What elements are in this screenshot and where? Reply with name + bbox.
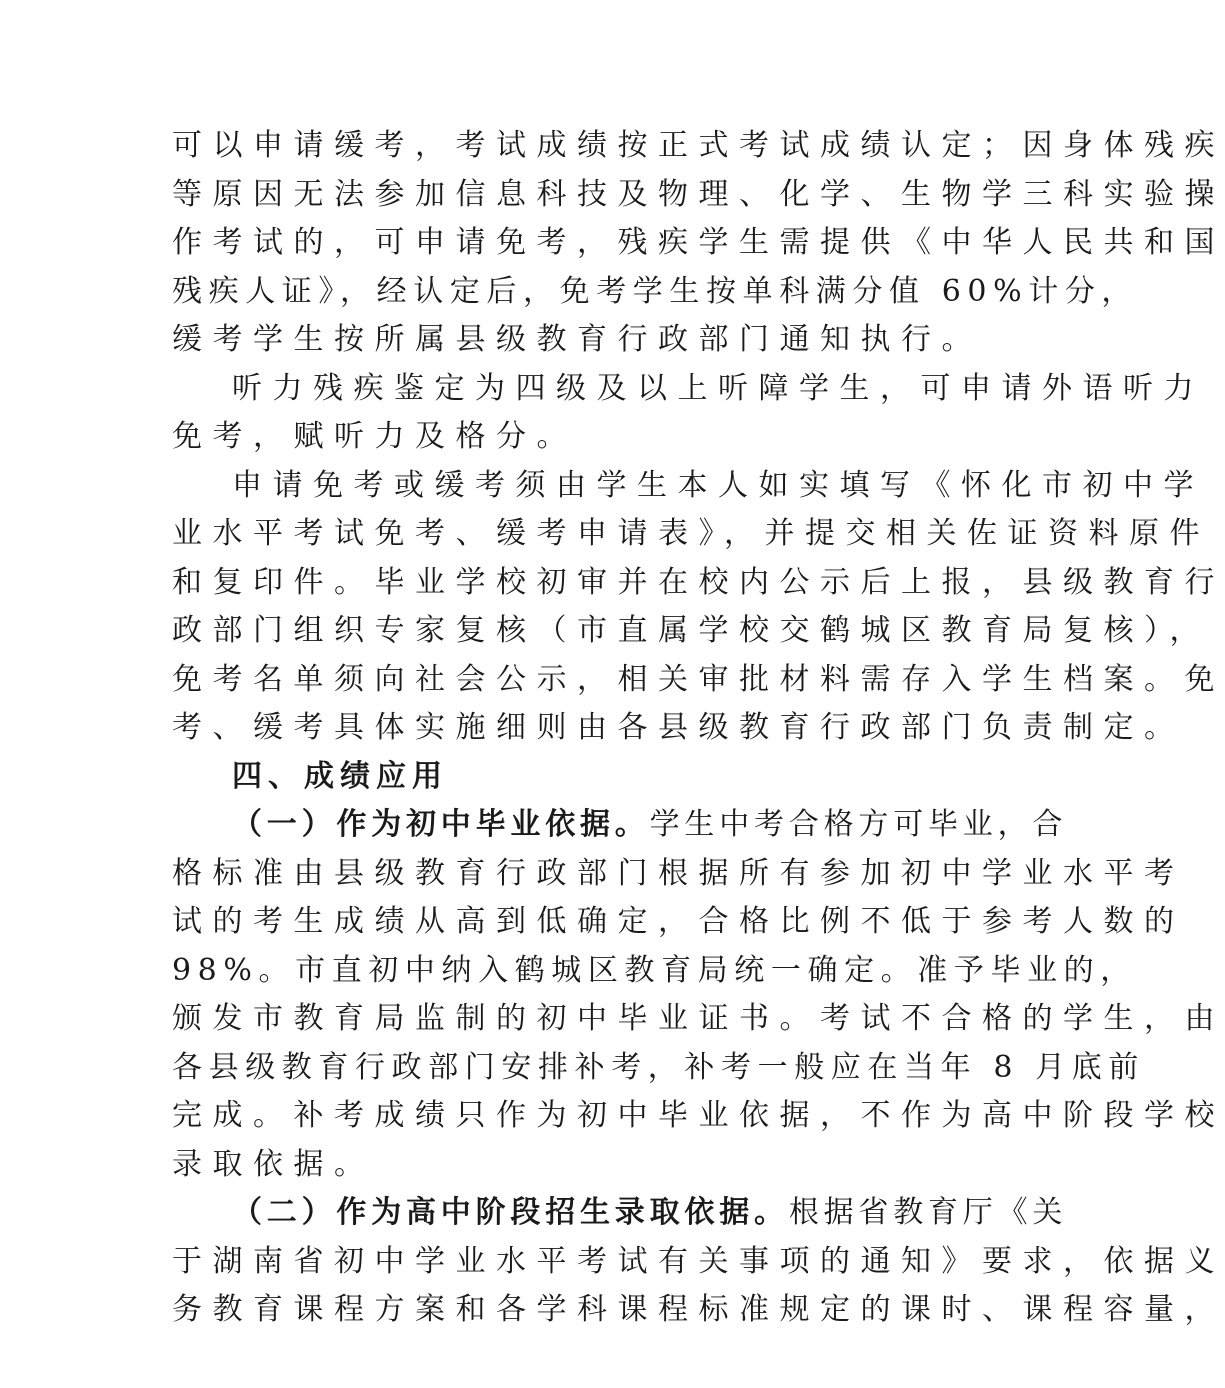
subsection-2-line-3: 务教育课程方案和各学科课程标准规定的课时、课程容量， (172, 1292, 1225, 1327)
paragraph-line-7: 免考，赋听力及格分。 (172, 419, 577, 454)
paragraph-line-9: 业水平考试免考、缓考申请表》，并提交相关佐证资料原件 (172, 516, 1210, 551)
paragraph-line-12: 免考名单须向社会公示，相关审批材料需存入学生档案。免 (172, 661, 1225, 697)
subsection-1-line-7: 完成。补考成绩只作为初中毕业依据，不作为高中阶段学校 (172, 1098, 1225, 1133)
paragraph-line-5: 缓考学生按所属县级教育行政部门通知执行。 (172, 322, 982, 357)
subsection-2-title: （二）作为高中阶段招生录取依据。 (232, 1195, 789, 1230)
subsection-2-first-line (172, 1189, 1068, 1238)
subsection-2-first-text: 根据省教育厅《关 (788, 1195, 1068, 1230)
paragraph-line-1: 可以申请缓考，考试成绩按正式考试成绩认定；因身体残疾 (172, 128, 1225, 163)
subsection-1-first-text: 学生中考合格方可毕业，合 (649, 807, 1068, 842)
subsection-1-line-5: 颁发市教育局监制的初中毕业证书。考试不合格的学生，由 (172, 1001, 1225, 1036)
paragraph-line-2: 等原因无法参加信息科技及物理、化学、生物学三科实验操 (172, 176, 1225, 212)
paragraph-line-8: 申请免考或缓考须由学生本人如实填写《怀化市初中学 (232, 467, 1204, 503)
document-body (172, 122, 1225, 1335)
paragraph-line-10: 和复印件。毕业学校初审并在校内公示后上报，县级教育行 (172, 564, 1225, 600)
paragraph-line-4: 残疾人证》，经认定后，免考学生按单科满分值 60%计分， (172, 273, 1139, 309)
paragraph-line-3: 作考试的，可申请免考，残疾学生需提供《中华人民共和国 (172, 225, 1225, 260)
subsection-2-line-2: 于湖南省初中学业水平考试有关事项的通知》要求，依据义 (172, 1243, 1225, 1279)
paragraph-line-11: 政部门组织专家复核（市直属学校交鹤城区教育局复核）， (172, 613, 1210, 648)
subsection-1-line-6: 各县级教育行政部门安排补考，补考一般应在当年 8 月底前 (172, 1049, 1145, 1085)
paragraph-line-13: 考、缓考具体实施细则由各县级教育行政部门负责制定。 (172, 710, 1185, 745)
subsection-1-line-2: 格标准由县级教育行政部门根据所有参加初中学业水平考 (172, 855, 1185, 891)
section-heading: 四、成绩应用 (232, 758, 448, 794)
subsection-1-line-4: 98%。市直初中纳入鹤城区教育局统一确定。准予毕业的， (172, 952, 1137, 988)
subsection-1-title: （一）作为初中毕业依据。 (232, 807, 650, 842)
subsection-1-first-line (172, 801, 1068, 850)
paragraph-line-6: 听力残疾鉴定为四级及以上听障学生，可申请外语听力 (232, 370, 1204, 406)
subsection-1-line-8: 录取依据。 (172, 1146, 375, 1182)
subsection-1-line-3: 试的考生成绩从高到低确定，合格比例不低于参考人数的 (172, 904, 1185, 939)
